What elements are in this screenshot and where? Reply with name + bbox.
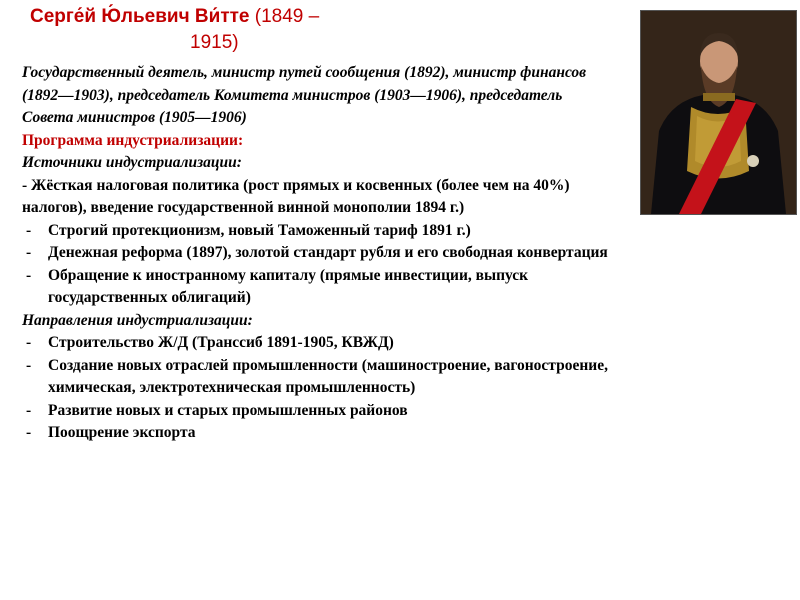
- directions-heading: Направления индустриализации:: [22, 311, 253, 329]
- list-item: - Развитие новых и старых промышленных районов: [22, 400, 612, 423]
- list-item: - Обращение к иностранному капиталу (прямые инвестиции, выпуск государственных облигаций): [22, 265, 612, 310]
- program-heading: Программа индустриализации:: [22, 131, 244, 149]
- portrait-image: [640, 10, 797, 215]
- sources-first-item: - Жёсткая налоговая политика (рост прямых и косвенных (более чем на 40%) налогов), введение государственной винной монополии 1894 г.): [22, 176, 570, 216]
- slide-title: [30, 4, 590, 56]
- list-item: - Денежная реформа (1897), золотой стандарт рубля и его свободная конвертация: [22, 242, 612, 265]
- intro-text: Государственный деятель, министр путей сообщения (1892), министр финансов (1892—1903), председатель Комитета министров (1903—1906), председатель Совета министров (1905—1906): [22, 64, 587, 126]
- list-item: - Создание новых отраслей промышленности (машиностроение, вагоностроение, химическая, электротехническая промышленность): [22, 355, 612, 400]
- person-years-end: 1915): [190, 32, 239, 53]
- sources-list: [22, 220, 612, 310]
- list-item: - Поощрение экспорта: [22, 422, 612, 445]
- sources-heading: Источники индустриализации:: [22, 154, 242, 171]
- list-item: - Строгий протекционизм, новый Таможенный тариф 1891 г.): [22, 220, 612, 243]
- person-years-start: (1849 –: [249, 6, 320, 27]
- list-item: - Строительство Ж/Д (Транссиб 1891-1905, КВЖД): [22, 332, 612, 355]
- slide-content: [22, 62, 612, 445]
- directions-list: [22, 332, 612, 445]
- portrait-illustration: [641, 11, 796, 214]
- person-name: Серге́й Ю́льевич Ви́тте: [30, 6, 250, 27]
